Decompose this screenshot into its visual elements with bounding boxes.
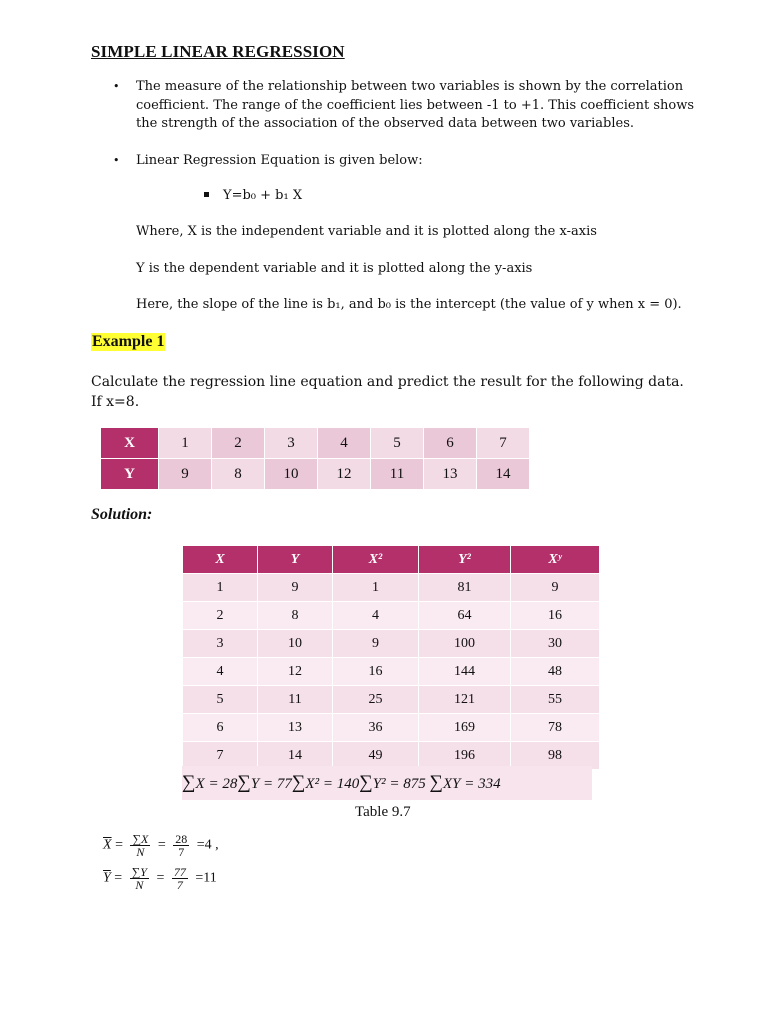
- column-header: Y: [258, 546, 333, 574]
- table-cell: 4: [183, 658, 258, 686]
- sigma-symbol: ∑: [291, 772, 306, 793]
- table-row: [183, 658, 600, 686]
- question-text: Calculate the regression line equation and predict the result for the following data. If x=8.: [91, 374, 684, 410]
- table-row: [183, 602, 600, 630]
- table-cell: 16: [511, 602, 600, 630]
- numerator: ∑X: [132, 832, 149, 846]
- bullet-dot: •: [113, 80, 120, 93]
- bullet-dot: •: [113, 154, 120, 167]
- data-row-x: [101, 428, 530, 459]
- sum-y: Y = 77: [250, 776, 292, 792]
- denominator: N: [136, 845, 145, 859]
- table-cell: 6: [183, 714, 258, 742]
- fraction: [173, 833, 189, 858]
- table-cell: 8: [258, 602, 333, 630]
- solution-heading: Solution:: [91, 506, 153, 523]
- denominator: 7: [178, 845, 185, 859]
- table-cell: 78: [511, 714, 600, 742]
- data-cell: 3: [265, 428, 318, 459]
- row-header: Y: [101, 459, 159, 490]
- numerator: 28: [175, 832, 188, 846]
- table-cell: 1: [183, 574, 258, 602]
- table-cell: 100: [419, 630, 511, 658]
- data-cell: 8: [212, 459, 265, 490]
- input-data-table: [100, 427, 530, 490]
- sum-x2: X² = 140: [305, 776, 360, 792]
- data-cell: 5: [371, 428, 424, 459]
- regression-equation: [204, 188, 302, 203]
- table-caption: Table 9.7: [355, 804, 411, 820]
- table-cell: 11: [258, 686, 333, 714]
- bullet-line: the strength of the association of the observed data between two variables.: [136, 116, 635, 131]
- table-cell: 9: [333, 630, 419, 658]
- bullet-line: Linear Regression Equation is given below:: [136, 153, 423, 168]
- numerator: 77: [173, 865, 186, 879]
- table-cell: 30: [511, 630, 600, 658]
- fraction: [172, 866, 188, 891]
- table-cell: 49: [333, 742, 419, 770]
- equals-sign: =: [114, 870, 123, 886]
- sigma-symbol: ∑: [237, 772, 251, 793]
- table-cell: 169: [419, 714, 511, 742]
- data-cell: 10: [265, 459, 318, 490]
- mean-x-result: =4 ,: [196, 837, 219, 853]
- sigma-symbol: ∑: [182, 772, 196, 793]
- mean-x-var: $\overline{X}$: [103, 837, 112, 853]
- table-cell: 1: [333, 574, 419, 602]
- table-cell: 10: [258, 630, 333, 658]
- table-cell: 7: [183, 742, 258, 770]
- table-cell: 2: [183, 602, 258, 630]
- data-cell: 7: [477, 428, 530, 459]
- table-cell: 121: [419, 686, 511, 714]
- table-cell: 55: [511, 686, 600, 714]
- mean-y-var: $\overline{Y}$: [103, 870, 111, 886]
- mean-x-formula: [103, 833, 219, 859]
- explanation-x: Where, X is the independent variable and it is plotted along the x-axis: [136, 224, 597, 239]
- table-row: [183, 714, 600, 742]
- data-cell: 11: [371, 459, 424, 490]
- table-cell: 64: [419, 602, 511, 630]
- table-cell: 5: [183, 686, 258, 714]
- explanation-slope: Here, the slope of the line is b₁, and b₀ is the intercept (the value of y when x = 0).: [136, 297, 682, 312]
- table-row: [183, 574, 600, 602]
- sum-x: X = 28: [195, 776, 238, 792]
- column-header: X: [183, 546, 258, 574]
- table-cell: 196: [419, 742, 511, 770]
- data-cell: 4: [318, 428, 371, 459]
- data-cell: 14: [477, 459, 530, 490]
- sigma-symbol: ∑: [429, 772, 444, 793]
- page-title: SIMPLE LINEAR REGRESSION: [91, 42, 345, 61]
- row-header: X: [101, 428, 159, 459]
- data-cell: 12: [318, 459, 371, 490]
- data-cell: 2: [212, 428, 265, 459]
- sums-row: [182, 766, 592, 800]
- bullet-line: coefficient. The range of the coefficient lies between -1 to +1. This coefficient shows: [136, 97, 694, 113]
- equals-sign: =: [156, 870, 165, 886]
- table-cell: 12: [258, 658, 333, 686]
- denominator: N: [135, 878, 144, 892]
- table-cell: 81: [419, 574, 511, 602]
- data-row-y: [101, 459, 530, 490]
- fraction: [130, 833, 150, 858]
- table-cell: 144: [419, 658, 511, 686]
- table-cell: 36: [333, 714, 419, 742]
- explanation-y: Y is the dependent variable and it is plotted along the y-axis: [136, 261, 533, 276]
- column-header: X²: [333, 546, 419, 574]
- table-cell: 25: [333, 686, 419, 714]
- table-cell: 13: [258, 714, 333, 742]
- table-cell: 9: [511, 574, 600, 602]
- equals-sign: =: [115, 837, 123, 853]
- table-row: [183, 686, 600, 714]
- data-cell: 1: [159, 428, 212, 459]
- mean-y-result: =11: [195, 870, 217, 886]
- data-cell: 9: [159, 459, 212, 490]
- square-bullet-icon: [204, 192, 209, 197]
- bullet-line: The measure of the relationship between two variables is shown by the correlation: [136, 79, 684, 94]
- sum-y2: Y² = 875: [372, 776, 426, 792]
- table-header-row: [183, 546, 600, 574]
- data-cell: 6: [424, 428, 477, 459]
- table-cell: 16: [333, 658, 419, 686]
- denominator: 7: [176, 878, 183, 892]
- fraction: [130, 866, 149, 891]
- table-cell: 48: [511, 658, 600, 686]
- table-cell: 3: [183, 630, 258, 658]
- equation-text: Y=b₀ + b₁ X: [223, 188, 303, 203]
- calculation-table: [182, 545, 600, 770]
- table-cell: 98: [511, 742, 600, 770]
- table-cell: 9: [258, 574, 333, 602]
- sigma-symbol: ∑: [359, 772, 373, 793]
- example-heading: Example 1: [92, 333, 165, 350]
- equals-sign: =: [157, 837, 166, 853]
- table-cell: 14: [258, 742, 333, 770]
- data-cell: 13: [424, 459, 477, 490]
- mean-y-formula: [103, 866, 217, 892]
- sum-xy: XY = 334: [443, 776, 501, 792]
- table-cell: 4: [333, 602, 419, 630]
- column-header: Y²: [419, 546, 511, 574]
- column-header: Xʸ: [511, 546, 600, 574]
- numerator: ∑Y: [131, 865, 147, 879]
- table-row: [183, 630, 600, 658]
